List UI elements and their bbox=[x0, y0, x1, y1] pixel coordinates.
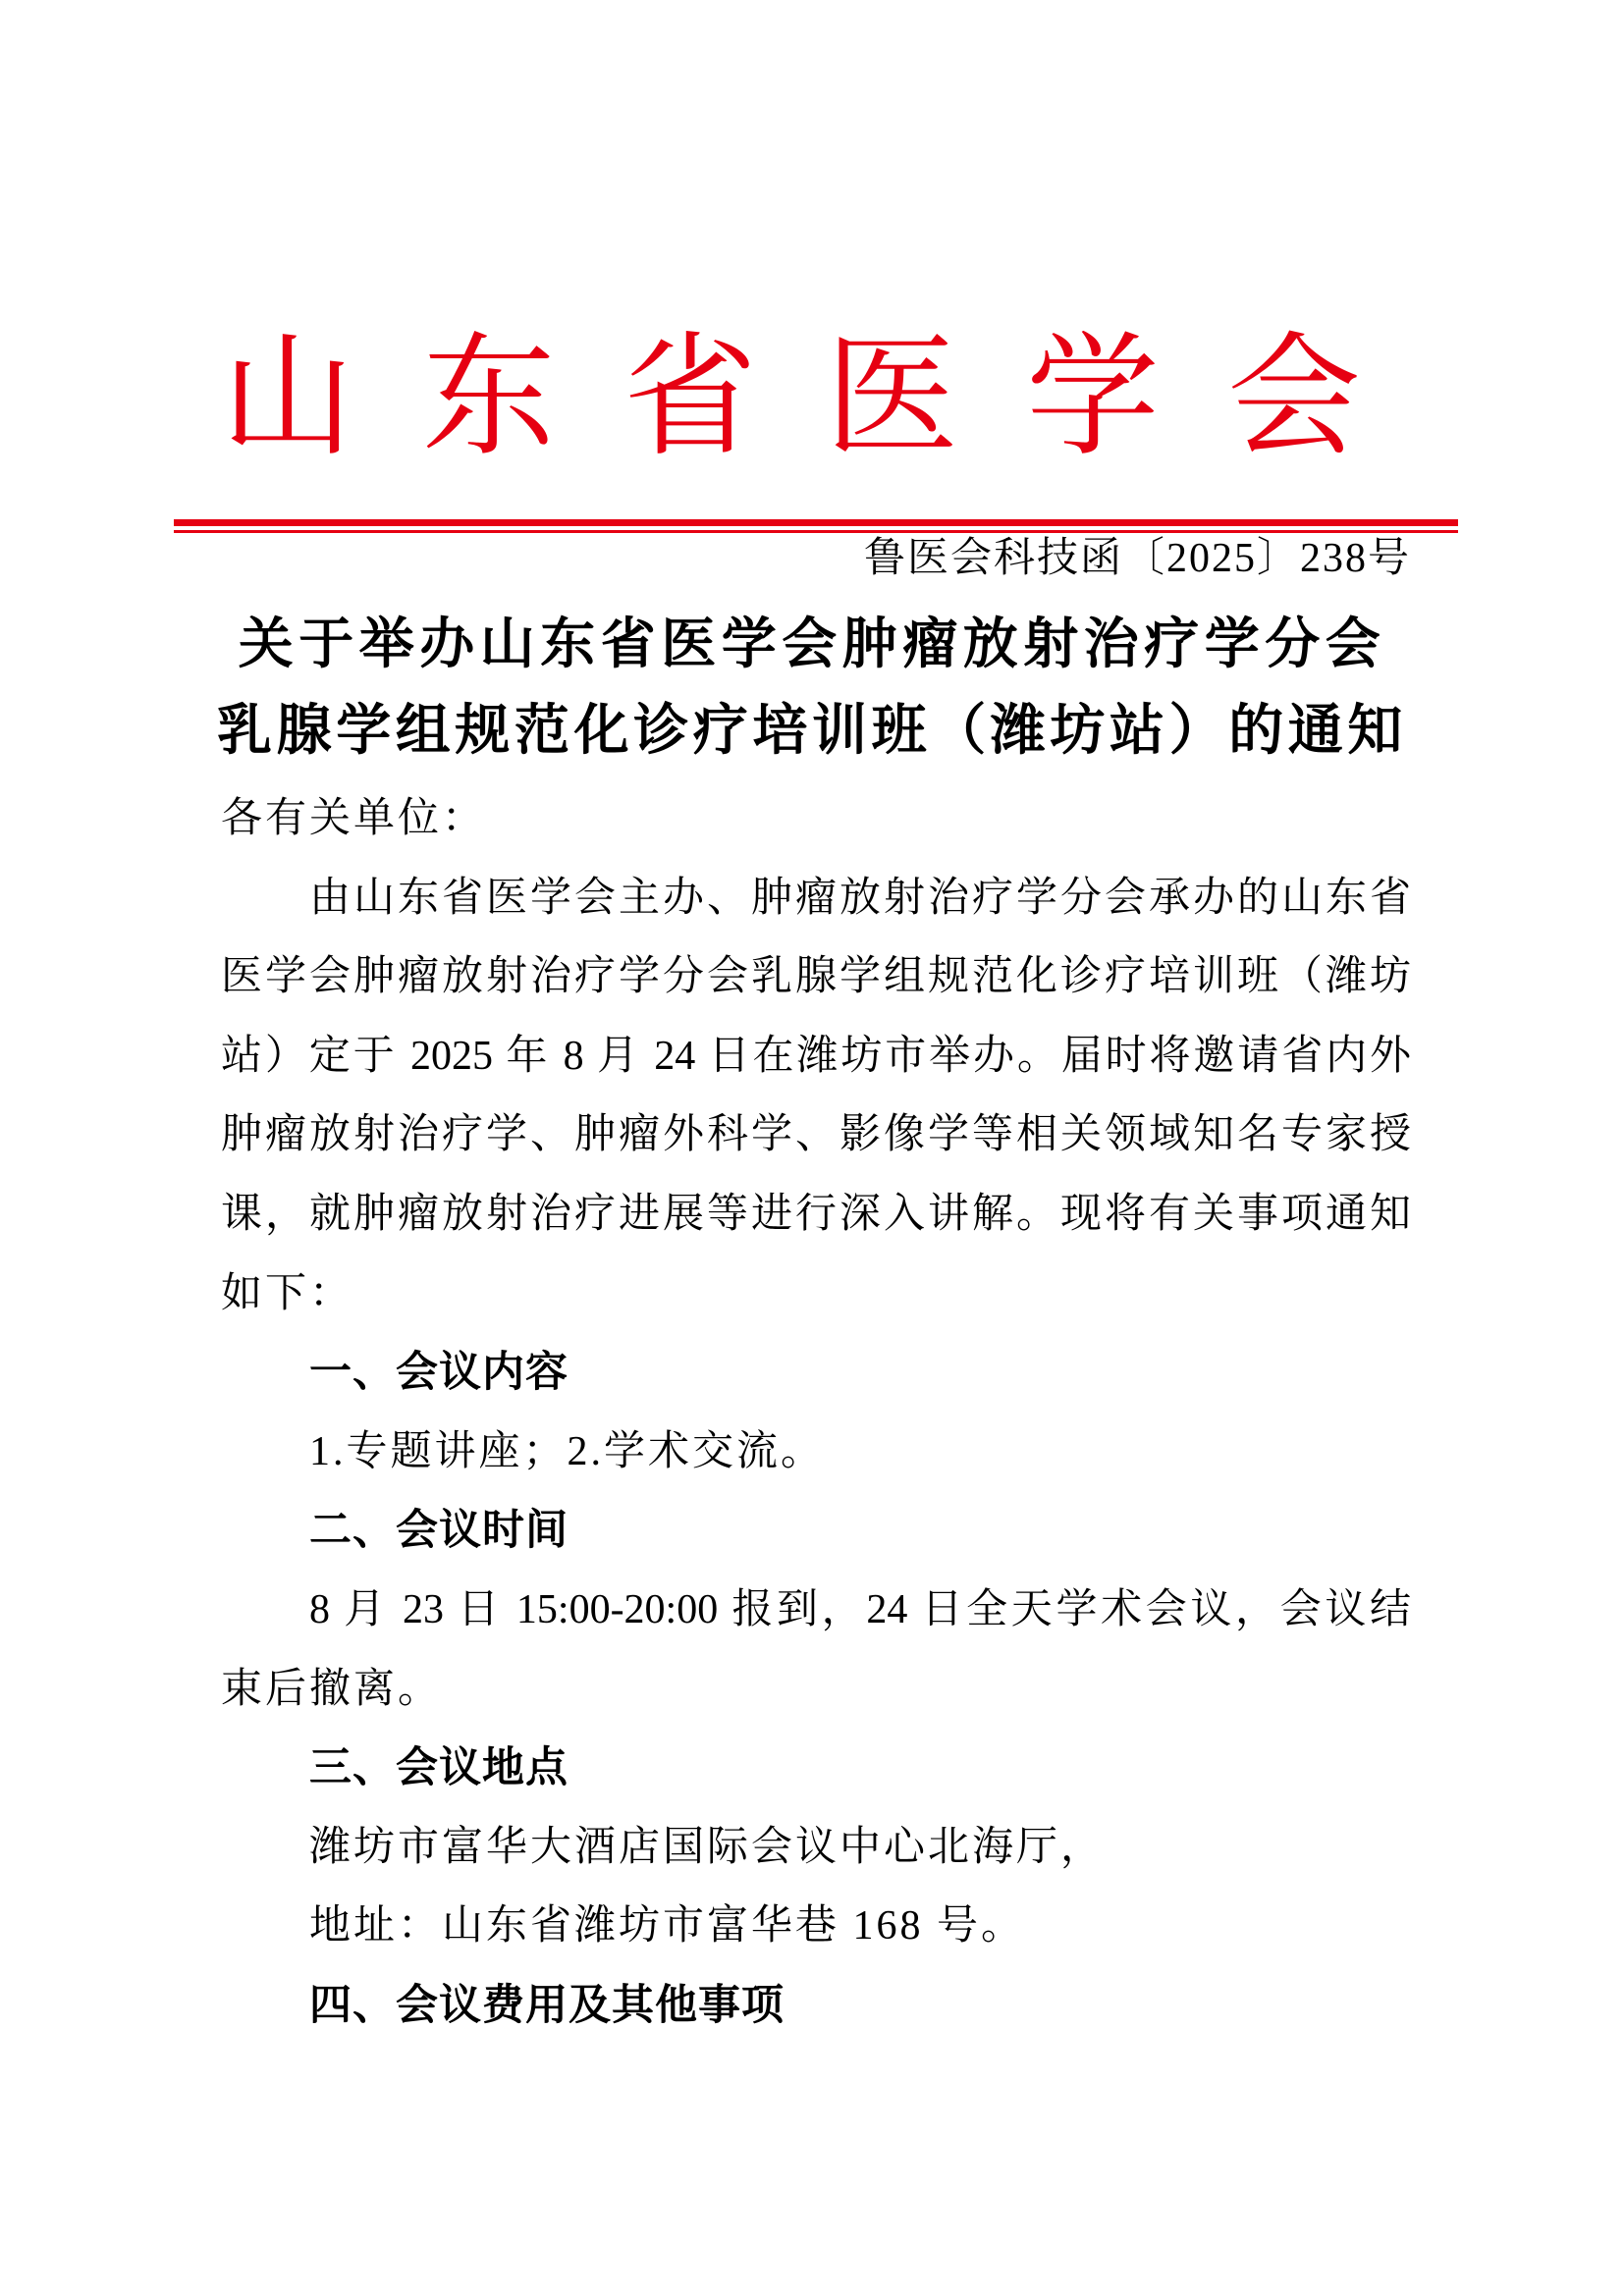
intro-line: 医学会肿瘤放射治疗学分会乳腺学组规范化诊疗培训班（潍坊 bbox=[221, 954, 1411, 1000]
section-text: 1.专题讲座；2.学术交流。 bbox=[309, 1428, 826, 1474]
notice-title-line-2: 乳腺学组规范化诊疗培训班（潍坊站）的通知 bbox=[217, 699, 1407, 763]
section-text: 8 月 23 日 15:00-20:00 报到，24 日全天学术会议，会议结 bbox=[309, 1586, 1411, 1632]
intro-line: 课，就肿瘤放射治疗进展等进行深入讲解。现将有关事项通知 bbox=[221, 1191, 1411, 1237]
intro-line: 肿瘤放射治疗学、肿瘤外科学、影像学等相关领域知名专家授 bbox=[221, 1112, 1411, 1158]
salutation: 各有关单位： bbox=[221, 796, 487, 841]
section-text: 潍坊市富华大酒店国际会议中心北海厅， bbox=[309, 1824, 1106, 1870]
section-heading-content: 一、会议内容 bbox=[309, 1348, 568, 1398]
intro-line: 由山东省医学会主办、肿瘤放射治疗学分会承办的山东省 bbox=[309, 875, 1411, 921]
section-heading-venue: 三、会议地点 bbox=[309, 1743, 568, 1793]
letterhead-rule-thick bbox=[174, 519, 1458, 526]
section-heading-fees: 四、会议费用及其他事项 bbox=[309, 1980, 785, 2030]
letterhead-org-name: 山东省医学会 bbox=[221, 320, 1429, 475]
section-heading-time: 二、会议时间 bbox=[309, 1506, 568, 1556]
notice-body bbox=[221, 779, 1411, 2046]
intro-line: 如下： bbox=[221, 1270, 354, 1316]
notice-title-line-1: 关于举办山东省医学会肿瘤放射治疗学分会 bbox=[238, 613, 1386, 676]
document-number: 鲁医会科技函〔2025〕238号 bbox=[863, 536, 1411, 581]
section-text: 束后撤离。 bbox=[221, 1666, 443, 1712]
section-text: 地址：山东省潍坊市富华巷 168 号。 bbox=[309, 1903, 1026, 1949]
letterhead-rule-thin bbox=[174, 530, 1458, 533]
intro-line: 站）定于 2025 年 8 月 24 日在潍坊市举办。届时将邀请省内外 bbox=[221, 1033, 1411, 1079]
